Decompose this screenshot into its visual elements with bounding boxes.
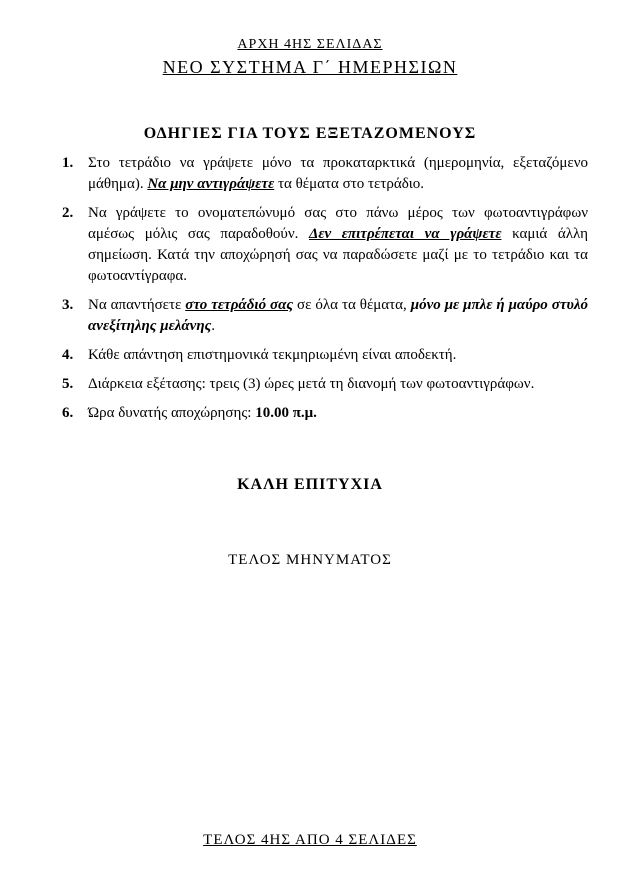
item-text: σε όλα τα θέματα,: [293, 297, 411, 313]
instruction-item-3: [62, 295, 588, 337]
item-text: καμιά άλλη σημείωση. Κατά την αποχώρησή σας να παραδώσετε μαζί με το τετράδιο και τα φωτοαντίγραφα.: [88, 226, 588, 284]
exam-system-header: ΝΕΟ ΣΥΣΤΗΜΑ Γ΄ ΗΜΕΡΗΣΙΩΝ: [162, 57, 458, 77]
item-number: 4.: [62, 347, 74, 363]
item-text: .: [211, 318, 216, 334]
item-text: Ώρα δυνατής αποχώρησης:: [88, 405, 256, 421]
page-end-footer: ΤΕΛΟΣ 4ΗΣ ΑΠΟ 4 ΣΕΛΙΔΕΣ: [203, 832, 417, 848]
item-number: 6.: [62, 405, 74, 421]
item-number: 5.: [62, 376, 74, 392]
instruction-item-2: [62, 203, 588, 287]
item-text: Να απαντήσετε: [88, 297, 186, 313]
instructions-title: ΟΔΗΓΙΕΣ ΓΙΑ ΤΟΥΣ ΕΞΕΤΑΖΟΜΕΝΟΥΣ: [143, 125, 477, 142]
instruction-item-5: [62, 374, 588, 395]
instructions-list: [62, 153, 588, 432]
item-emphasis: στο τετράδιό σας: [185, 297, 294, 313]
item-text: Κάθε απάντηση επιστημονικά τεκμηριωμένη είναι αποδεκτή.: [88, 347, 457, 363]
item-text: Να γράψετε το ονοματεπώνυμό σας στο πάνω μέρος των φωτοαντιγράφων αμέσως μόλις σας παραδοθούν.: [88, 205, 588, 242]
instruction-item-4: [62, 345, 588, 366]
instruction-item-6: [62, 403, 588, 424]
item-text: Διάρκεια εξέτασης: τρεις (3) ώρες μετά τη διανομή των φωτοαντιγράφων.: [88, 376, 535, 392]
item-number: 3.: [62, 297, 74, 313]
page-start-header: ΑΡΧΗ 4ΗΣ ΣΕΛΙΔΑΣ: [237, 37, 383, 52]
end-of-message-text: ΤΕΛΟΣ ΜΗΝΥΜΑΤΟΣ: [228, 552, 392, 568]
instruction-item-1: [62, 153, 588, 195]
item-text: Στο τετράδιο να γράψετε μόνο τα προκαταρκτικά (ημερομηνία, εξεταζόμενο μάθημα).: [88, 155, 588, 192]
item-emphasis: Να μην αντιγράψετε: [147, 176, 275, 192]
item-emphasis: Δεν επιτρέπεται να γράψετε: [308, 226, 502, 242]
item-text: τα θέματα στο τετράδιο.: [274, 176, 425, 192]
good-luck-text: ΚΑΛΗ ΕΠΙΤΥΧΙΑ: [237, 476, 383, 493]
item-emphasis: μόνο με μπλε ή μαύρο στυλό ανεξίτηλης μελάνης: [88, 297, 589, 334]
item-number: 2.: [62, 205, 74, 221]
item-emphasis: 10.00 π.μ.: [255, 405, 317, 421]
item-number: 1.: [62, 155, 74, 171]
